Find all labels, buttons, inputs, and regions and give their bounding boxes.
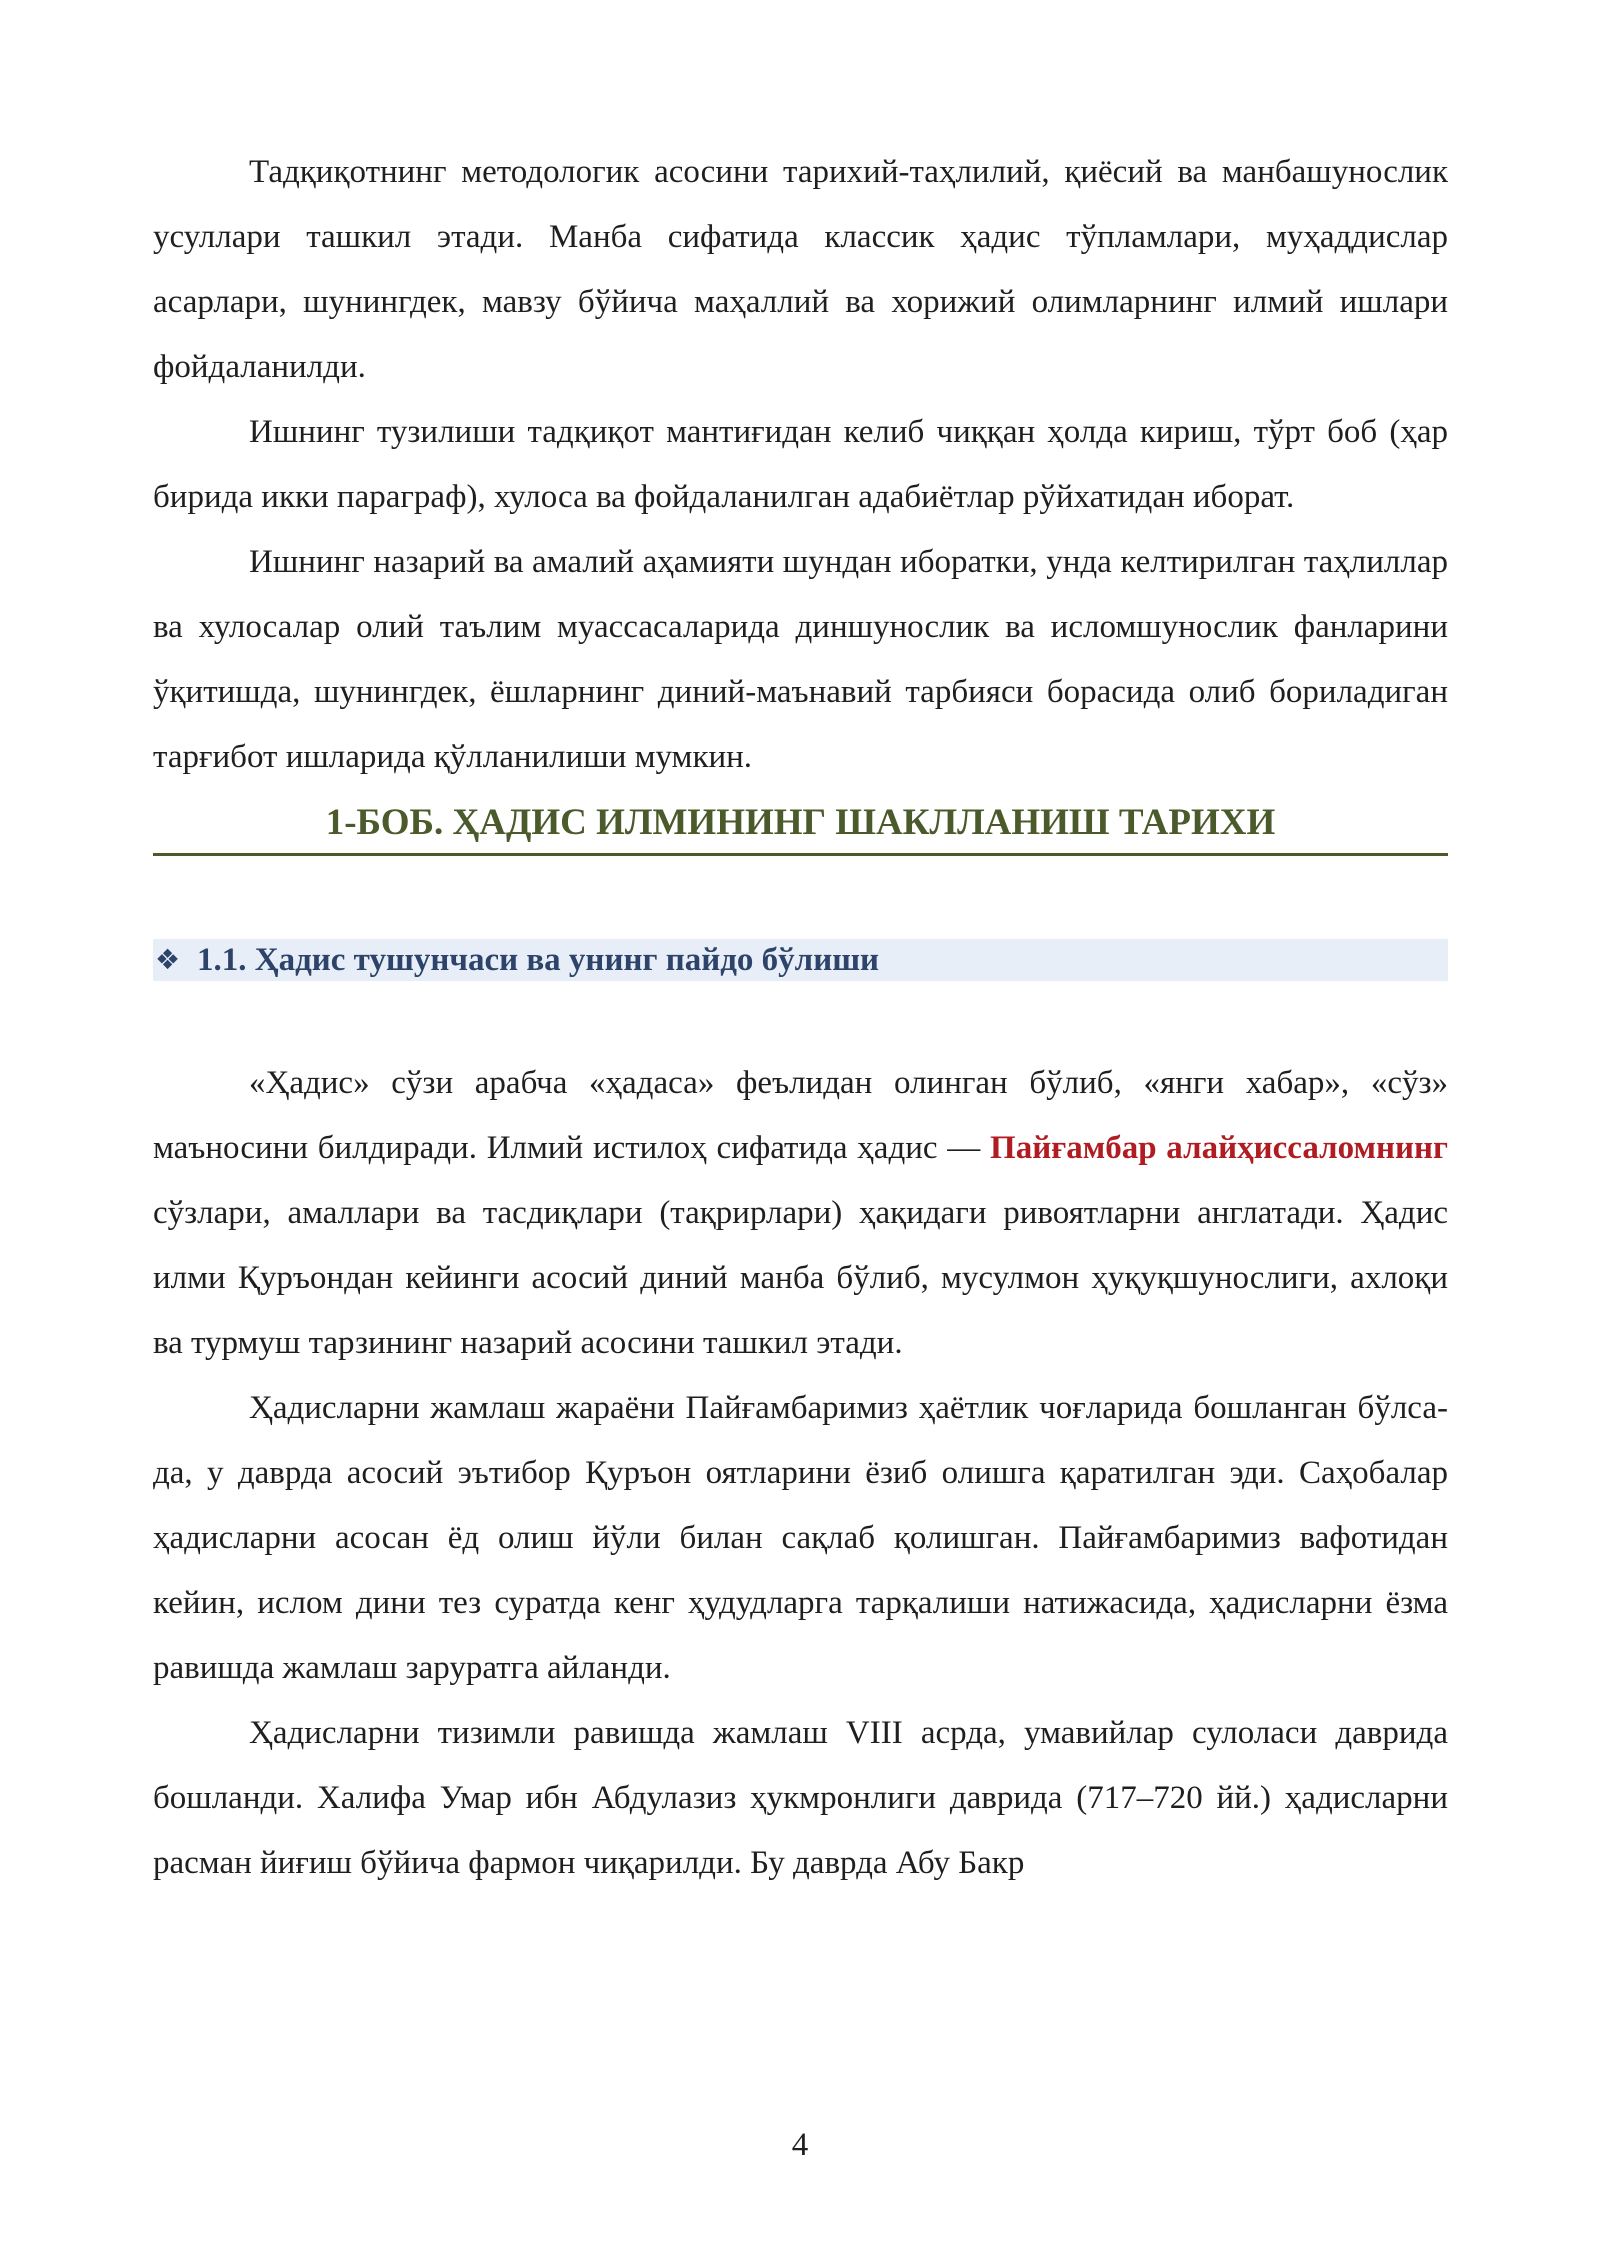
definition-text-start: «Ҳадис» сўзи арабча «ҳадаса» феълидан олинган бўлиб, «янги хабар», «сўз» маъносини билдиради. Илмий истилоҳ сифатида ҳадис — (153, 1065, 1448, 1166)
intro-paragraph-structure: Ишнинг тузилиши тадқиқот мантиғидан келиб чиққан ҳолда кириш, тўрт боб (ҳар бирида икки параграф), хулоса ва фойдаланилган адабиётлар рўйхатидан иборат. (153, 414, 1448, 515)
intro-paragraph-methodology: Тадқиқотнинг методологик асосини тарихий-таҳлилий, қиёсий ва манбашунослик усуллари ташкил этади. Манба сифатида классик ҳадис тўпламлари, муҳаддислар асарлари, шунингдек, мавзу бўйича маҳаллий ва хорижий олимларнинг илмий ишлари фойдаланилди. (153, 154, 1448, 385)
intro-paragraph-significance: Ишнинг назарий ва амалий аҳамияти шундан иборатки, унда келтирилган таҳлиллар ва хулосалар олий таълим муассасаларида диншунослик ва исломшунослик фанларини ўқитишда, шунингдек, ёшларнинг диний-маънавий тарбияси борасида олиб бориладиган тарғибот ишларида қўлланилиши мумкин. (153, 544, 1448, 775)
page-number: 4 (791, 2127, 809, 2163)
body-paragraph-systematic-collection: Ҳадисларни тизимли равишда жамлаш VIII асрда, умавийлар сулоласи даврида бошланди. Халифа Умар ибн Абдулазиз ҳукмронлиги даврида (717–720 йй.) ҳадисларни расман йиғиш бўйича фармон чиқарилди. Бу даврда Абу Бакр (153, 1715, 1448, 1881)
section-heading (153, 939, 1448, 981)
chapter-title: 1-БОБ. ҲАДИС ИЛМИНИНГ ШАКЛЛАНИШ ТАРИХИ (325, 802, 1276, 843)
page-content (153, 140, 1448, 1896)
definition-text-end: сўзлари, амаллари ва тасдиқлари (тақрирлари) ҳақидаги ривоятларни англатади. Ҳадис илми Қуръондан кейинги асосий диний манба бўлиб, мусулмон ҳуқуқшунослиги, ахлоқи ва турмуш тарзининг назарий асосини ташкил этади. (153, 1195, 1448, 1361)
diamond-bullet-icon: ❖ (155, 943, 181, 976)
body-paragraph-collection-process: Ҳадисларни жамлаш жараёни Пайғамбаримиз ҳаётлик чоғларида бошланган бўлса-да, у даврда асосий эътибор Қуръон оятларини ёзиб олишга қаратилган эди. Саҳобалар ҳадисларни асосан ёд олиш йўли билан сақлаб қолишган. Пайғамбаримиз вафотидан кейин, ислом дини тез суратда кенг ҳудудларга тарқалиши натижасида, ҳадисларни ёзма равишда жамлаш заруратга айланди. (153, 1390, 1448, 1686)
body-paragraph-definition (153, 1051, 1448, 1376)
highlighted-term: Пайғамбар алайҳиссаломнинг (990, 1130, 1449, 1166)
section-spacer (153, 981, 1448, 1051)
section-title: 1.1. Ҳадис тушунчаси ва унинг пайдо бўлиши (197, 942, 880, 978)
